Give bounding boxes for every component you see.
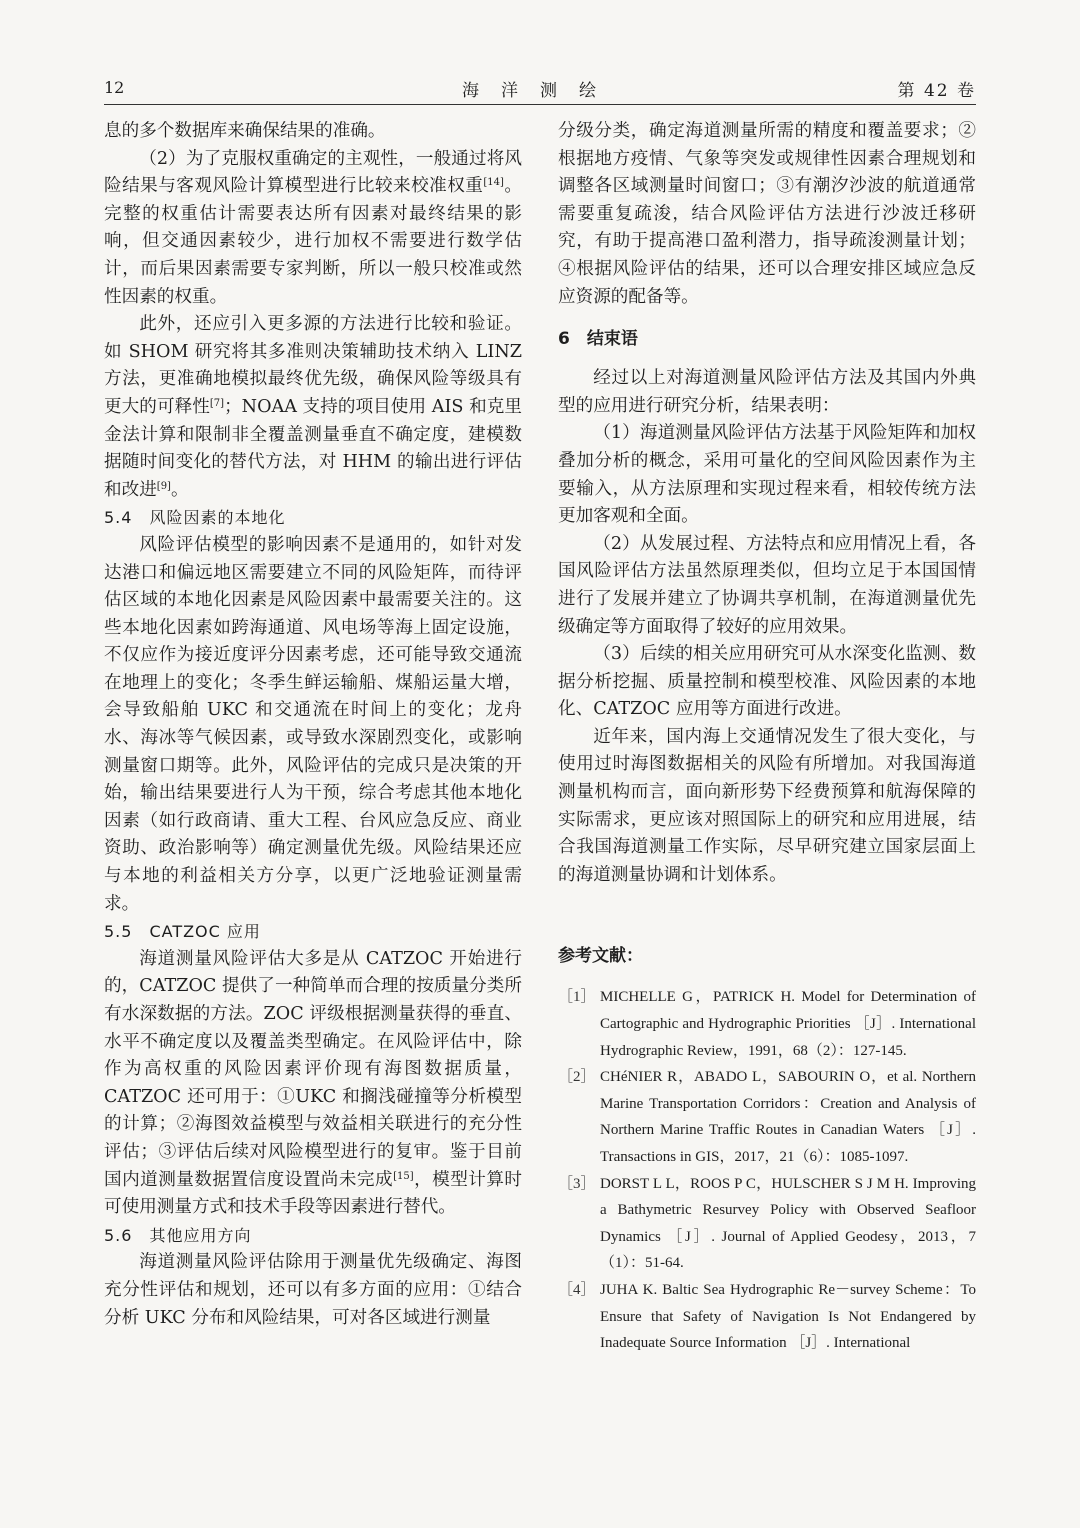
paragraph: （3）后续的相关应用研究可从水深变化监测、数据分析挖掘、质量控制和模型校准、风险因素的本地化、CATZOC 应用等方面进行改进。 — [558, 644, 976, 720]
paragraph: 风险评估模型的影响因素不是通用的，如针对发达港口和偏远地区需要建立不同的风险矩阵，而待评估区域的本地化因素是风险因素中最需要关注的。这些本地化因素如跨海通道、风电场等海上固定设施，不仅应作为接近度评分因素考虑，还可能导致交通流在地理上的变化；冬季生鲜运输船、煤船运量大增，会导致船舶 UKC 和交通流在时间上的变化；龙舟水、海冰等气候因素，或导致水深剧烈变化，或影响测量窗口期等。此外，风险评估的完成只是决策的开始，输出结果要进行人为干预，综合考虑其他本地化因素（如行政商请、重大工程、台风应急反应、商业资助、政治影响等）确定测量优先级。风险结果还应与本地的利益相关方分享，以更广泛地验证测量需求。 — [104, 534, 522, 914]
reference-text: CHéNIER R，ABADO L，SABOURIN O，et al. Northern Marine Transportation Corridors：Creation and Analysis of Northern Marine Traffic Routes in Canadian Waters ［J］. Transactions in GIS，2017，21（6）：1085-1097. — [600, 1069, 976, 1165]
reference-item — [558, 984, 976, 1064]
page-number: 12 — [104, 78, 125, 97]
subsection-title: 5.5 CATZOC 应用 — [104, 922, 261, 942]
references-title: 参考文献： — [558, 946, 643, 967]
left-column — [104, 118, 522, 1332]
paragraph: （2）为了克服权重确定的主观性，一般通过将风险结果与客观风险计算模型进行比较来校准权重[14]。完整的权重估计需要表达所有因素对最终结果的影响，但交通因素较少，进行加权不需要进行数学估计，而后果因素需要专家判断，所以一般只校准或然性因素的权重。 — [104, 148, 522, 307]
subsection-title: 5.6 其他应用方向 — [104, 1225, 252, 1245]
reference-text: JUHA K. Baltic Sea Hydrographic Re－survey Scheme：To Ensure that Safety of Navigation Is Not Endangered by Inadequate Source Information ［J］. International — [600, 1281, 976, 1352]
paragraph: 海道测量风险评估大多是从 CATZOC 开始进行的，CATZOC 提供了一种简单而合理的按质量分类所有水深数据的方法。ZOC 评级根据测量获得的垂直、水平不确定度以及覆盖类型确定。在风险评估中，除作为高权重的风险因素评价现有海图数据质量，CATZOC 还可用于：①UKC 和搁浅碰撞等分析模型的计算；②海图效益模型与效益相关联进行的充分性评估；③评估后续对风险模型进行的复审。鉴于目前国内道测量数据置信度设置尚未完成[15]，模型计算时可使用测量方式和技术手段等因素进行替代。 — [104, 948, 522, 1218]
paragraph: 海道测量风险评估除用于测量优先级确定、海图充分性评估和规划，还可以有多方面的应用：①结合分析 UKC 分布和风险结果，可对各区域进行测量 — [104, 1252, 522, 1328]
paragraph: （1）海道测量风险评估方法基于风险矩阵和加权叠加分析的概念，采用可量化的空间风险因素作为主要输入，从方法原理和实现过程来看，相较传统方法更加客观和全面。 — [558, 423, 976, 527]
reference-item — [558, 1064, 976, 1170]
reference-number: ［1］ — [558, 989, 596, 1006]
subsection-title: 5.4 风险因素的本地化 — [104, 508, 286, 528]
citation: [15] — [393, 1170, 414, 1182]
paragraph: 分级分类，确定海道测量所需的精度和覆盖要求；②根据地方疫情、气象等突发或规律性因素合理规划和调整各区域测量时间窗口；③有潮汐沙波的航道通常需要重复疏浚，结合风险评估方法进行沙波迁移研究，有助于提高港口盈利潜力，指导疏浚测量计划；④根据风险评估的结果，还可以合理安排区域应急反应资源的配备等。 — [558, 121, 976, 307]
page-header — [104, 74, 976, 105]
reference-number: ［2］ — [558, 1069, 596, 1086]
volume-label: 第 42 卷 — [897, 81, 976, 101]
paragraph: （2）从发展过程、方法特点和应用情况上看，各国风险评估方法虽然原理类似，但均立足于本国国情进行了发展并建立了协调共享机制，在海道测量优先级确定等方面取得了较好的应用效果。 — [558, 533, 976, 637]
reference-text: DORST L L，ROOS P C，HULSCHER S J M H. Improving a Bathymetric Resurvey Policy with Observed Seafloor Dynamics ［J］. Journal of Applied Geodesy，2013，7（1）：51-64. — [600, 1175, 976, 1272]
paragraph: 息的多个数据库来确保结果的准确。 — [104, 121, 386, 141]
reference-text: MICHELLE G，PATRICK H. Model for Determination of Cartographic and Hydrographic Priorities ［J］. International Hydrographic Review，1991，68（2）：127-145. — [600, 989, 976, 1059]
citation: [7] — [209, 397, 225, 409]
paragraph: 经过以上对海道测量风险评估方法及其国内外典型的应用进行研究分析，结果表明： — [558, 368, 976, 416]
reference-number: ［3］ — [558, 1175, 596, 1192]
citation: [9] — [156, 480, 171, 492]
section-title: 6 结束语 — [558, 329, 638, 350]
citation: [14] — [483, 177, 504, 189]
reference-item — [558, 1277, 976, 1357]
reference-item — [558, 1171, 976, 1277]
right-column — [558, 118, 976, 1357]
journal-title: 海洋测绘 — [462, 81, 618, 101]
reference-list — [558, 984, 976, 1356]
paragraph: 近年来，国内海上交通情况发生了很大变化，与使用过时海图数据相关的风险有所增加。对我国海道测量机构而言，面向新形势下经费预算和航海保障的实际需求，更应该对照国际上的研究和应用进展，结合我国海道测量工作实际，尽早研究建立国家层面上的海道测量协调和计划体系。 — [558, 726, 976, 885]
reference-number: ［4］ — [558, 1281, 596, 1298]
paragraph: 此外，还应引入更多源的方法进行比较和验证。如 SHOM 研究将其多准则决策辅助技术纳入 LINZ 方法，更准确地模拟最终优先级，确保风险等级具有更大的可释性[7]；NOAA 支持的项目使用 AIS 和克里金法计算和限制非全覆盖测量垂直不确定度，建模数据随时间变化的替代方法，对 HHM 的输出进行评估和改进[9]。 — [104, 314, 522, 500]
